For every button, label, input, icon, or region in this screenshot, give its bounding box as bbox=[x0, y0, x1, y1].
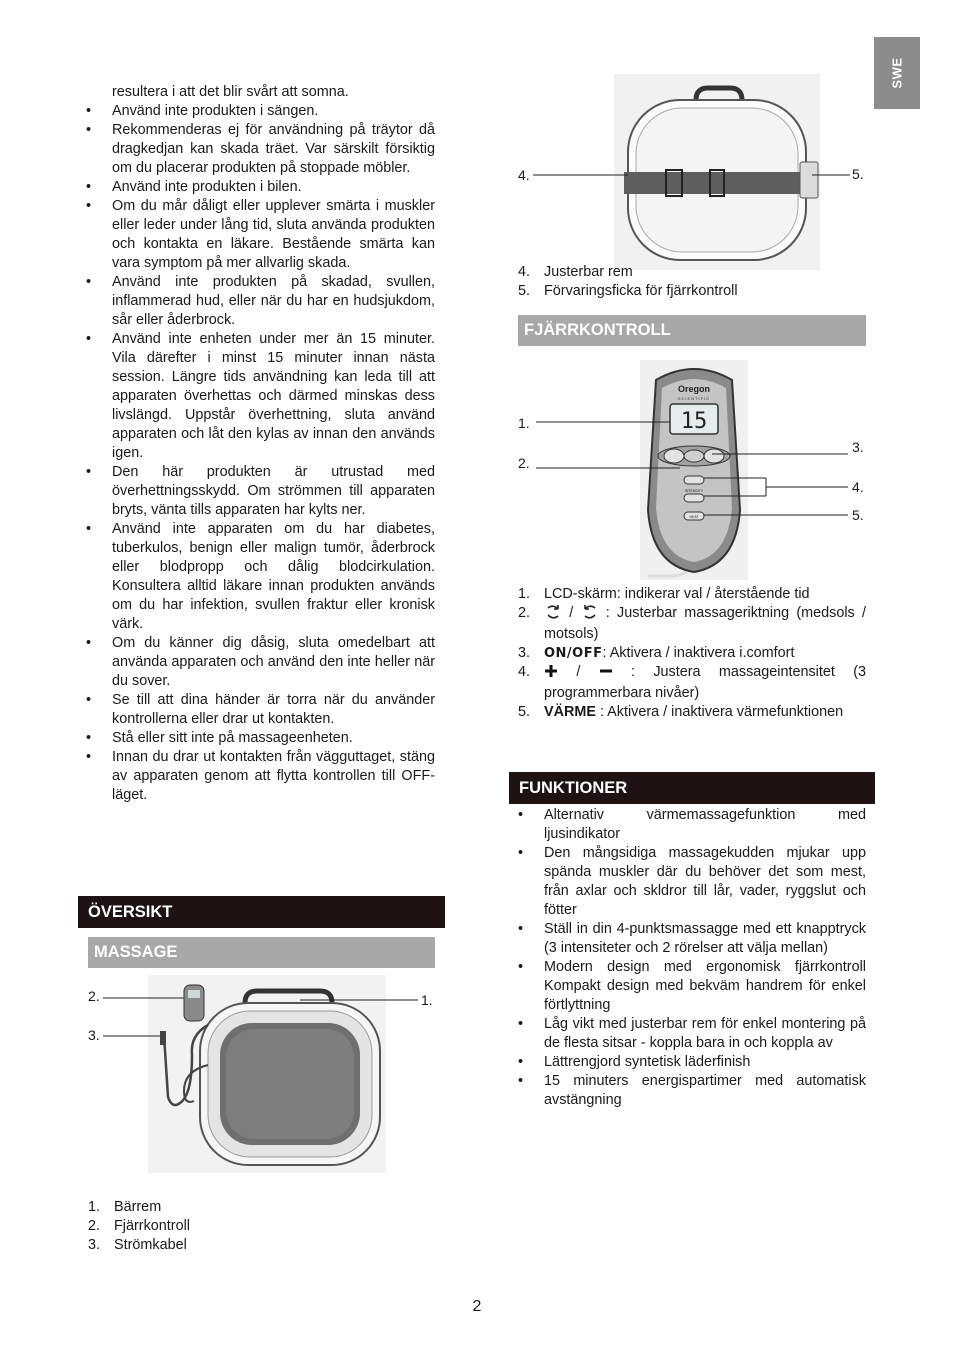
list-item: 4. Justerbar rem bbox=[518, 264, 633, 280]
massage-unit-illustration bbox=[80, 975, 440, 1175]
list-item: • Den mångsidiga massagekudden mjukar upp spända muskler där du behöver det som mest, från axlar och skldror till lår, vader, ryggslut och fötter bbox=[518, 845, 866, 918]
clockwise-rotate-icon bbox=[544, 605, 562, 625]
list-item: • Se till att dina händer är torra när du använder kontrollerna eller drar ut kontakten. bbox=[86, 692, 435, 727]
list-item: 1. LCD-skärm: indikerar val / återstående tid bbox=[518, 586, 810, 602]
list-item: • Rekommenderas ej för användning på träytor då dragkedjan kan skada träet. Var särskilt försiktig om du placerar produkten på stoppade möbler. bbox=[86, 122, 435, 176]
massage-back-illustration bbox=[614, 74, 820, 270]
remote-functions-list bbox=[518, 585, 866, 722]
warnings-list bbox=[78, 83, 435, 805]
label-heat: HEAT bbox=[689, 515, 699, 519]
section-header-remote: FJÄRRKONTROLL bbox=[518, 315, 866, 346]
list-item: • Använd inte enheten under mer än 15 minuter. Vila därefter i minst 15 minuter innan nästa session. Längre tids användning kan leda till att apparaten överhettas och därmed minskas dess livslängd. Uppstår överhettning, sluta använd apparaten och låt den kylas av innan den används igen. bbox=[86, 331, 435, 461]
list-item: • Alternativ värmemassagefunktion med ljusindikator bbox=[518, 807, 866, 842]
list-item: • Använd inte produkten i bilen. bbox=[86, 179, 302, 195]
back-parts-list bbox=[518, 263, 868, 301]
warning-bullets bbox=[78, 102, 435, 805]
plus-icon bbox=[544, 664, 558, 684]
list-item: • Modern design med ergonomisk fjärrkontroll Kompakt design med bekväm handrem för enkel förtlyttning bbox=[518, 959, 866, 1013]
page-number: 2 bbox=[472, 1298, 482, 1315]
warning-continuation: resultera i att det blir svårt att somna. bbox=[112, 84, 349, 100]
section-header-funktioner: FUNKTIONER bbox=[509, 772, 875, 804]
subsection-header-massage: MASSAGE bbox=[88, 937, 435, 968]
list-item: • Innan du drar ut kontakten från vägguttaget, stäng av apparaten genom att flytta kontrollen till OFF-läget. bbox=[86, 749, 435, 803]
minus-icon bbox=[599, 664, 613, 684]
massage-parts-list bbox=[88, 1198, 428, 1255]
list-item: 5. VÄRME : Aktivera / inaktivera värmefunktionen bbox=[518, 704, 844, 720]
list-item: • Använd inte apparaten om du har diabetes, tuberkulos, benign eller malign tumör, åderbrock eller blodpropp och dålig blodcirkulation. Konsultera alltid läkare innan produkten används om du har infektion, svullen fraktur eller kronisk värk. bbox=[86, 521, 435, 632]
list-item: 1. Bärrem bbox=[88, 1199, 162, 1215]
callout-remote-pocket: 5. bbox=[852, 166, 864, 182]
callout-remote: 2. bbox=[88, 988, 100, 1004]
callout-adjustable-strap: 4. bbox=[518, 167, 530, 183]
lcd-display: 15 bbox=[680, 409, 708, 434]
section-header-oversikt: ÖVERSIKT bbox=[78, 896, 445, 928]
remote-callout-4: 4. bbox=[852, 479, 864, 495]
features-list bbox=[510, 806, 866, 1110]
counterclockwise-rotate-icon bbox=[581, 605, 599, 625]
callout-carry-strap: 1. bbox=[421, 992, 433, 1008]
remote-control-illustration bbox=[640, 360, 748, 580]
list-item: • 15 minuters energispartimer med automatisk avstängning bbox=[518, 1073, 866, 1108]
remote-callout-1: 1. bbox=[518, 415, 530, 431]
label-intensity: INTENSITY bbox=[684, 489, 704, 493]
remote-brand-sub: SCIENTIFIC bbox=[677, 396, 711, 401]
heat-label: VÄRME bbox=[544, 704, 596, 720]
remote-callout-5: 5. bbox=[852, 507, 864, 523]
list-item: 3. Strömkabel bbox=[88, 1237, 187, 1253]
list-item: • Om du mår dåligt eller upplever smärta i muskler eller leder under lång tid, sluta använda produkten och kontakta en läkare. Bestående smärta kan vara symptom på mer allvarlig skada. bbox=[86, 198, 435, 271]
list-item: • Stå eller sitt inte på massageenheten. bbox=[86, 730, 353, 746]
list-item: • Ställ in din 4-punktsmassagge med ett knapptryck (3 intensiteter och 2 rörelser att välja mellan) bbox=[518, 921, 866, 956]
list-item: • Lättrengjord syntetisk läderfinish bbox=[518, 1054, 751, 1070]
language-tab bbox=[874, 37, 920, 109]
remote-brand: Oregon bbox=[677, 384, 711, 394]
list-item: • Om du känner dig dåsig, sluta omedelbart att använda apparaten och använd den inte heller när du sover. bbox=[86, 635, 435, 689]
list-item: 5. Förvaringsficka för fjärrkontroll bbox=[518, 283, 738, 299]
list-item: 4. / : Justera massageintensitet (3 programmerbara nivåer) bbox=[518, 664, 867, 701]
remote-callout-2: 2. bbox=[518, 455, 530, 471]
list-item: • Den här produkten är utrustad med överhettningsskydd. Om strömmen till apparaten bryts, vänta tills apparaten har kylts ner. bbox=[86, 464, 435, 518]
list-item: • Använd inte produkten på skadad, svullen, inflammerad hud, eller när du har en hudsjukdom, sår eller åderbrock. bbox=[86, 274, 435, 328]
callout-power-cable: 3. bbox=[88, 1027, 100, 1043]
list-item: 2. / : Justerbar massageriktning (medsols / motsols) bbox=[518, 605, 866, 642]
remote-callout-3: 3. bbox=[852, 439, 864, 455]
list-item: • Använd inte produkten i sängen. bbox=[86, 103, 319, 119]
language-label: SWE bbox=[889, 57, 905, 89]
list-item: • Låg vikt med justerbar rem för enkel montering på de flesta sitsar - koppla bara in och koppla av bbox=[518, 1016, 866, 1051]
list-item: 3. ON/OFF: Aktivera / inaktivera i.comfort bbox=[518, 645, 795, 661]
on-off-label: ON/OFF bbox=[544, 646, 603, 661]
list-item: 2. Fjärrkontroll bbox=[88, 1218, 190, 1234]
